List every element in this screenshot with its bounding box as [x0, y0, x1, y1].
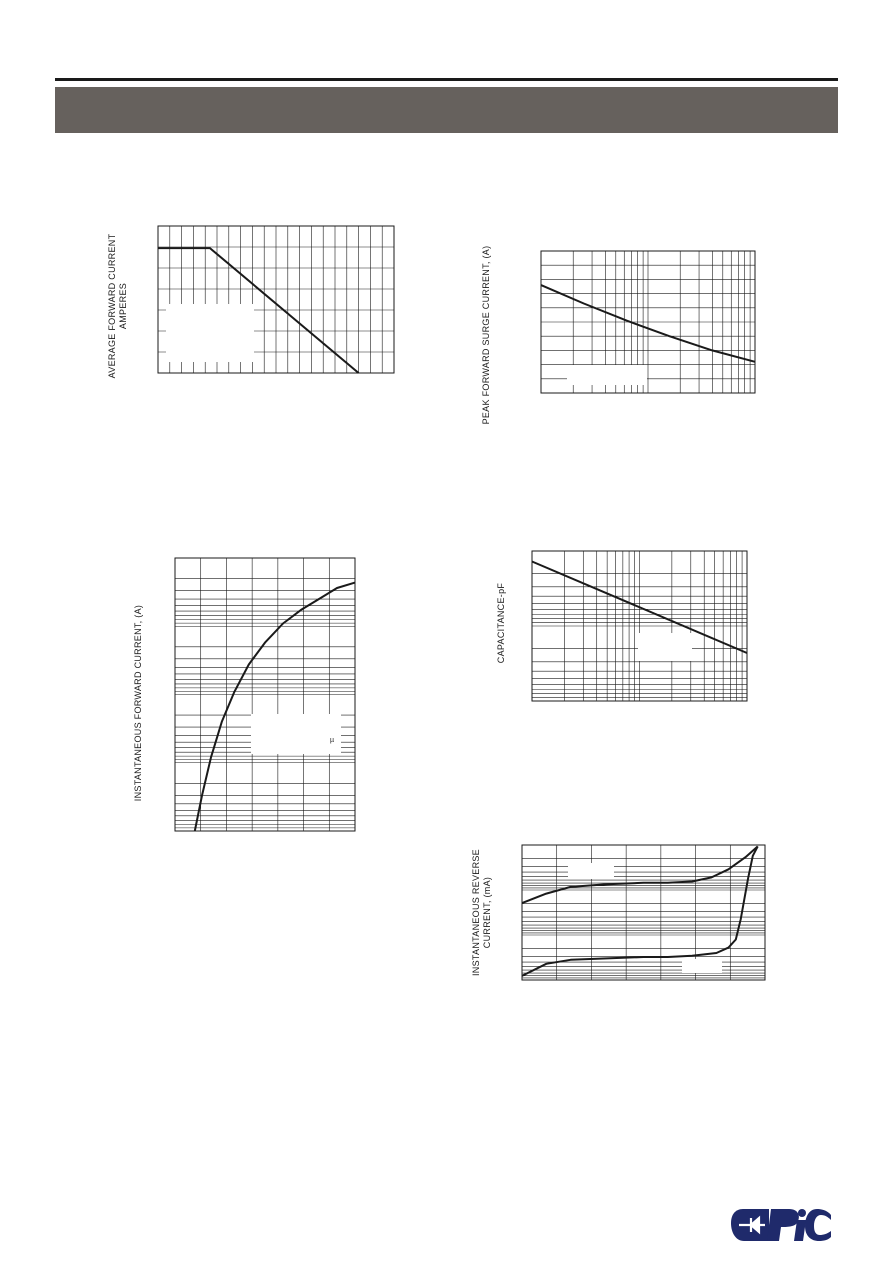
chart1-y-axis-label-line1: AVERAGE FORWARD CURRENT — [107, 233, 117, 379]
chart2-y-axis-label-text: PEAK FORWARD SURGE CURRENT, (A) — [481, 245, 491, 425]
chart5-plot — [522, 845, 765, 980]
chart5-y-axis-label-line1: INSTANTANEOUS REVERSE — [471, 849, 481, 976]
chart5-legend-box-upper — [568, 863, 614, 879]
chart4-legend-box — [638, 633, 692, 661]
chart1-plot — [158, 226, 394, 373]
chart3-y-axis-label-text: INSTANTANEOUS FORWARD CURRENT, (A) — [133, 604, 143, 802]
chart-average-forward-current — [158, 226, 394, 373]
chart2-y-axis-label — [481, 235, 492, 435]
chart4-plot — [532, 551, 747, 701]
chart3-legend-box — [251, 714, 341, 754]
chart2-plot — [541, 251, 755, 393]
chart4-y-axis-label-text: CAPACITANCE-pF — [496, 582, 506, 664]
chart1-y-axis-label-line2: AMPERES — [118, 282, 128, 330]
chart-instantaneous-reverse-current — [522, 845, 765, 980]
chart-instantaneous-forward-current — [175, 558, 355, 831]
chart3-plot — [175, 558, 355, 831]
top-rule — [55, 78, 838, 81]
chart4-y-axis-label — [496, 578, 507, 668]
chart5-legend-box-lower — [682, 959, 722, 973]
chart-peak-forward-surge-current — [541, 251, 755, 393]
header-band — [55, 87, 838, 133]
chart1-legend-box — [166, 304, 254, 362]
chart5-y-axis-label-line2: CURRENT, (mA) — [482, 876, 492, 949]
pic-logo-icon — [729, 1205, 833, 1245]
pic-logo — [729, 1205, 833, 1245]
chart5-y-axis-label — [471, 840, 493, 985]
chart5-frame — [522, 845, 765, 980]
chart5-s0-series-line — [522, 846, 758, 903]
chart1-y-axis-label — [107, 226, 129, 386]
chart3-legend-note: µ — [330, 737, 335, 744]
chart3-y-axis-label — [133, 593, 144, 813]
chart2-legend-box — [567, 365, 647, 385]
chart-capacitance — [532, 551, 747, 701]
